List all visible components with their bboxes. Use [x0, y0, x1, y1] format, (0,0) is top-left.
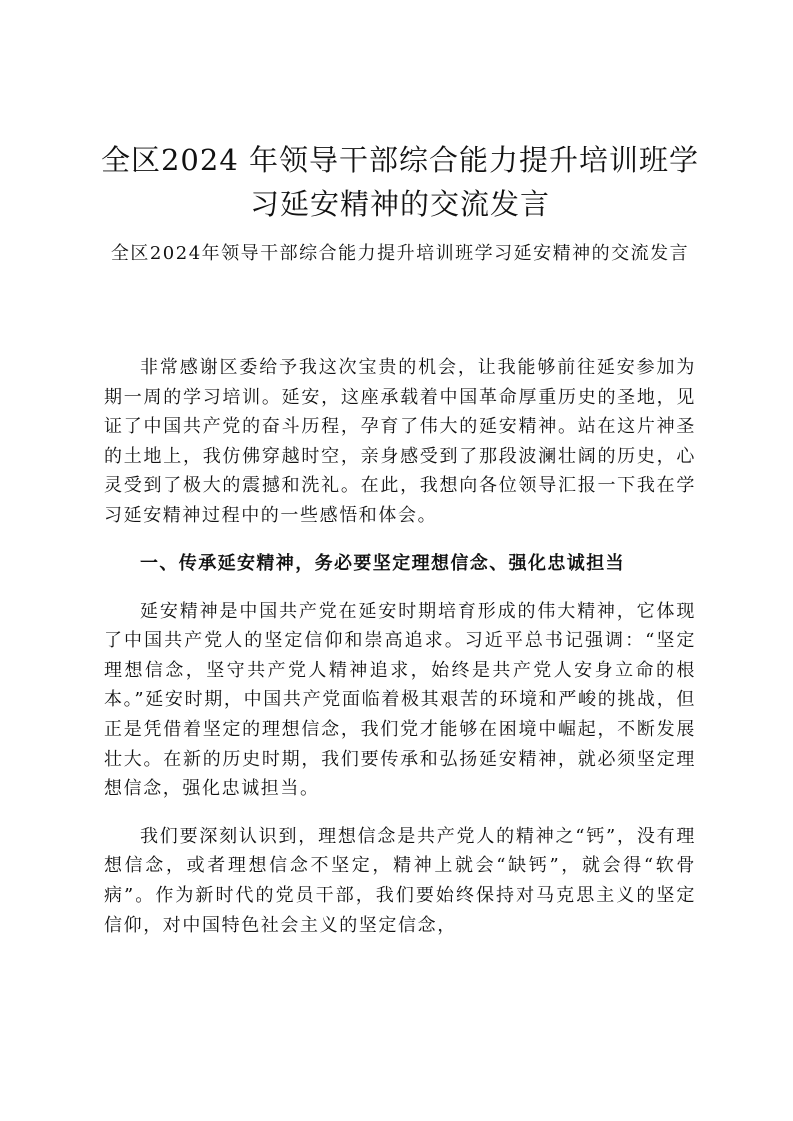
paragraph-intro: 非常感谢区委给予我这次宝贵的机会，让我能够前往延安参加为期一周的学习培训。延安，这座承载着中国革命厚重历史的圣地，见证了中国共产党的奋斗历程，孕育了伟大的延安精神。站在这片神圣的土地上，我仿佛穿越时空，亲身感受到了那段波澜壮阔的历史，心灵受到了极大的震撼和洗礼。在此，我想向各位领导汇报一下我在学习延安精神过程中的一些感悟和体会。 [104, 357, 696, 526]
paragraph-ideals: 我们要深刻认识到，理想信念是共产党人的精神之“钙”，没有理想信念，或者理想信念不坚定，精神上就会“缺钙”，就会得“软骨病”。作为新时代的党员干部，我们要始终保持对马克思主义的坚定信仰，对中国特色社会主义的坚定信念， [104, 825, 696, 936]
document-subtitle: 全区2024年领导干部综合能力提升培训班学习延安精神的交流发言 [110, 243, 690, 264]
document-title: 全区2024 年领导干部综合能力提升培训班学习延安精神的交流发言 [100, 143, 700, 221]
document-body [104, 353, 696, 958]
section-heading: 一、传承延安精神，务必要坚定理想信念、强化忠诚担当 [140, 552, 625, 574]
paragraph-yanan-spirit: 延安精神是中国共产党在延安时期培育形成的伟大精神，它体现了中国共产党人的坚定信仰和崇高追求。习近平总书记强调：“坚定理想信念，坚守共产党人精神追求，始终是共产党人安身立命的根本。”延安时期，中国共产党面临着极其艰苦的环境和严峻的挑战，但正是凭借着坚定的理想信念，我们党才能够在困境中崛起，不断发展壮大。在新的历史时期，我们要传承和弘扬延安精神，就必须坚定理想信念，强化忠诚担当。 [104, 600, 696, 800]
